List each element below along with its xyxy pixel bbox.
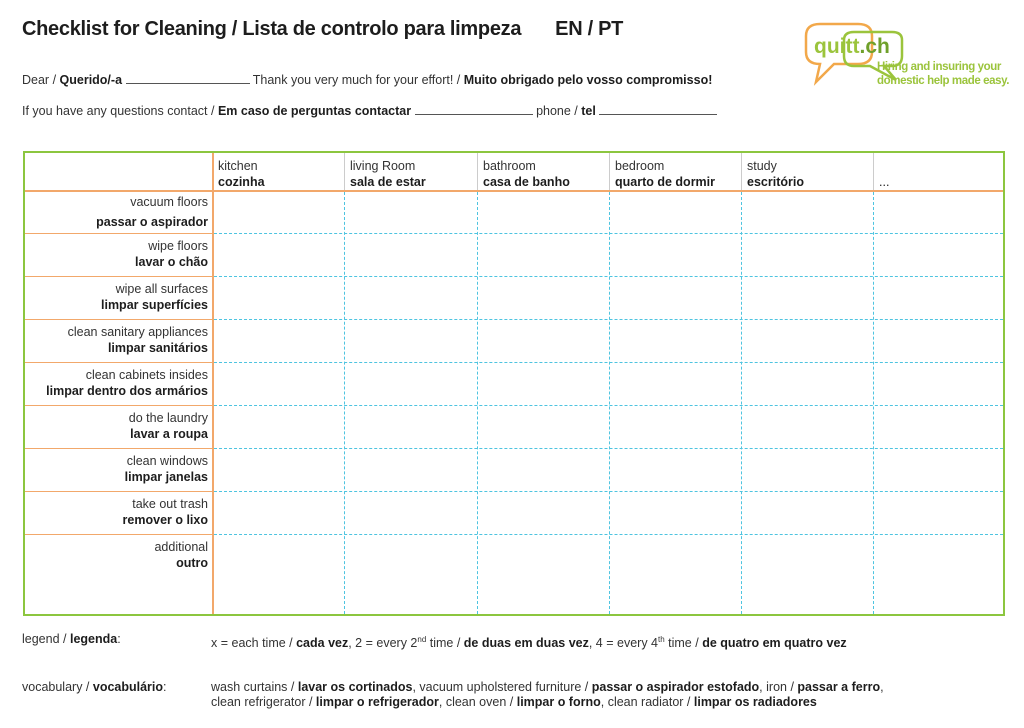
- column-divider: [741, 192, 742, 614]
- checklist-cell[interactable]: [214, 493, 343, 533]
- checklist-cell[interactable]: [346, 407, 476, 447]
- phone-blank-field[interactable]: [599, 104, 717, 115]
- vocab-separator: ,: [438, 695, 446, 709]
- checklist-cell[interactable]: [875, 235, 1002, 275]
- row-label-en: do the laundry: [128, 411, 208, 425]
- vocab-item-pt: limpar o refrigerador: [315, 695, 439, 709]
- vocab-item-en: clean refrigerator /: [211, 695, 316, 709]
- checklist-cell[interactable]: [611, 493, 740, 533]
- checklist-cell[interactable]: [743, 407, 872, 447]
- row-label-pt: remover o lixo: [122, 512, 208, 527]
- row-divider: [214, 491, 1003, 492]
- checklist-cell[interactable]: [479, 407, 608, 447]
- row-label-divider: [25, 319, 212, 320]
- row-divider: [214, 362, 1003, 363]
- row-label-divider: [25, 276, 212, 277]
- column-header: [218, 158, 265, 190]
- column-header-en: bedroom: [615, 159, 665, 173]
- column-divider: [609, 192, 610, 614]
- checklist-cell[interactable]: [611, 536, 740, 613]
- checklist-cell[interactable]: [743, 493, 872, 533]
- dear-label-en: Dear /: [22, 73, 60, 87]
- contact-label-en: If you have any questions contact /: [22, 104, 218, 118]
- checklist-cell[interactable]: [479, 493, 608, 533]
- vocab-item-pt: lavar os cortinados: [297, 680, 413, 694]
- checklist-cell[interactable]: [214, 450, 343, 490]
- checklist-cell[interactable]: [611, 364, 740, 404]
- header-column-divider: [609, 153, 610, 190]
- vocab-item-en: vacuum upholstered furniture /: [419, 680, 592, 694]
- dear-label-pt: Querido/-a: [59, 73, 123, 87]
- checklist-cell[interactable]: [214, 321, 343, 361]
- vocab-separator: ,: [759, 680, 767, 694]
- row-label-en: clean cabinets insides: [85, 368, 208, 382]
- column-divider: [873, 192, 874, 614]
- phone-label-en: phone /: [536, 104, 582, 118]
- contact-blank-field[interactable]: [415, 104, 533, 115]
- thanks-pt: Muito obrigado pelo vosso compromisso!: [463, 73, 713, 87]
- row-label-pt: outro: [176, 555, 208, 570]
- checklist-cell[interactable]: [611, 192, 740, 232]
- row-label: [25, 411, 208, 442]
- checklist-cell[interactable]: [875, 278, 1002, 318]
- checklist-cell[interactable]: [611, 321, 740, 361]
- checklist-cell[interactable]: [214, 536, 343, 613]
- checklist-cell[interactable]: [346, 278, 476, 318]
- vocab-item-en: clean oven /: [445, 695, 517, 709]
- checklist-cell[interactable]: [743, 192, 872, 232]
- row-label-en: wipe floors: [148, 239, 208, 253]
- row-divider: [214, 276, 1003, 277]
- row-label-pt: limpar dentro dos armários: [46, 383, 208, 398]
- column-header-en: kitchen: [218, 159, 258, 173]
- title-text: Checklist for Cleaning / Lista de controlo para limpeza: [22, 18, 522, 40]
- row-label-en: clean sanitary appliances: [67, 325, 208, 339]
- checklist-cell[interactable]: [214, 192, 343, 232]
- column-header-pt: escritório: [747, 175, 804, 189]
- checklist-cell[interactable]: [214, 407, 343, 447]
- language-pair: EN / PT: [555, 18, 624, 40]
- checklist-cell[interactable]: [875, 493, 1002, 533]
- checklist-cell[interactable]: [346, 321, 476, 361]
- checklist-cell[interactable]: [346, 235, 476, 275]
- checklist-cell[interactable]: [479, 321, 608, 361]
- row-divider: [214, 405, 1003, 406]
- checklist-cell[interactable]: [479, 278, 608, 318]
- tagline-line-2: domestic help made easy.: [877, 75, 1010, 87]
- checklist-cell[interactable]: [479, 450, 608, 490]
- row-divider: [214, 233, 1003, 234]
- row-label-en: clean windows: [126, 454, 208, 468]
- column-header-en: bathroom: [483, 159, 536, 173]
- checklist-cell[interactable]: [875, 450, 1002, 490]
- vocab-item-pt: limpar os radiadores: [693, 695, 817, 709]
- dear-line: [22, 73, 712, 87]
- row-label-divider: [25, 405, 212, 406]
- row-label-pt: lavar o chão: [135, 254, 208, 269]
- row-label-divider: [25, 534, 212, 535]
- column-header-pt: quarto de dormir: [615, 175, 716, 189]
- checklist-cell[interactable]: [346, 493, 476, 533]
- checklist-cell[interactable]: [743, 321, 872, 361]
- checklist-cell[interactable]: [875, 407, 1002, 447]
- row-label: [25, 454, 208, 485]
- checklist-cell[interactable]: [743, 364, 872, 404]
- checklist-cell[interactable]: [214, 235, 343, 275]
- checklist-cell[interactable]: [479, 192, 608, 232]
- column-header: [879, 158, 889, 190]
- column-header-en: living Room: [350, 159, 416, 173]
- row-divider: [214, 534, 1003, 535]
- vocab-item-pt: passar o aspirador estofado: [591, 680, 760, 694]
- thanks-en: Thank you very much for your effort! /: [252, 73, 464, 87]
- column-header: [747, 158, 804, 190]
- column-divider: [477, 192, 478, 614]
- checklist-cell[interactable]: [875, 364, 1002, 404]
- column-header-pt: cozinha: [218, 175, 265, 189]
- column-header: [350, 158, 426, 190]
- column-header-en: study: [747, 159, 777, 173]
- phone-label-pt: tel: [581, 104, 596, 118]
- checklist-cell[interactable]: [611, 407, 740, 447]
- page-title: [22, 18, 623, 41]
- row-label-pt: limpar janelas: [124, 469, 208, 484]
- vocab-item-en: wash curtains /: [211, 680, 298, 694]
- column-divider: [344, 192, 345, 614]
- checklist-cell[interactable]: [479, 235, 608, 275]
- column-header-pt: ...: [879, 175, 890, 189]
- vocab-item-en: iron /: [766, 680, 798, 694]
- checklist-cell[interactable]: [743, 450, 872, 490]
- header-column-divider: [344, 153, 345, 190]
- column-header: [483, 158, 570, 190]
- name-blank-field[interactable]: [126, 73, 250, 84]
- checklist-cell[interactable]: [875, 192, 1002, 232]
- row-label: [25, 540, 208, 571]
- row-label: [25, 239, 208, 270]
- logo-wordmark: quitt.ch: [814, 35, 890, 58]
- row-label-divider: [25, 491, 212, 492]
- row-label-divider: [25, 233, 212, 234]
- checklist-cell[interactable]: [743, 235, 872, 275]
- checklist-cell[interactable]: [479, 536, 608, 613]
- vocabulary-label: vocabulary / vocabulário:: [22, 680, 167, 694]
- legend-text: x = each time / cada vez, 2 = every 2nd time / de duas em duas vez, 4 = every 4th time / de quatro em quatro vez: [211, 635, 847, 651]
- checklist-cell[interactable]: [346, 536, 476, 613]
- row-label-pt: limpar sanitários: [107, 340, 208, 355]
- column-header-pt: casa de banho: [483, 175, 570, 189]
- checklist-cell[interactable]: [346, 192, 476, 232]
- checklist-cell[interactable]: [611, 450, 740, 490]
- row-label: [25, 282, 208, 313]
- vocab-separator: ,: [412, 680, 420, 694]
- checklist-cell[interactable]: [611, 235, 740, 275]
- legend-label: legend / legenda:: [22, 632, 121, 646]
- row-label-pt: limpar superfícies: [101, 297, 208, 312]
- logo-tagline: [877, 60, 1009, 88]
- row-divider: [214, 319, 1003, 320]
- column-header-en: [879, 159, 882, 173]
- vocab-separator: ,: [600, 695, 608, 709]
- row-label-en: take out trash: [132, 497, 208, 511]
- row-label-pt: lavar a roupa: [130, 426, 208, 441]
- vocab-separator: ,: [880, 680, 884, 694]
- row-divider: [214, 448, 1003, 449]
- checklist-cell[interactable]: [743, 536, 872, 613]
- row-label-en: wipe all surfaces: [115, 282, 208, 296]
- row-label: [25, 195, 208, 230]
- contact-label-pt: Em caso de perguntas contactar: [217, 104, 412, 118]
- tagline-line-1: Hiring and insuring your: [877, 61, 1001, 73]
- header-column-divider: [873, 153, 874, 190]
- checklist-cell[interactable]: [214, 364, 343, 404]
- vocab-item-en: clean radiator /: [607, 695, 694, 709]
- vocab-item-pt: passar a ferro: [797, 680, 881, 694]
- contact-line: [22, 104, 717, 118]
- checklist-cell[interactable]: [346, 364, 476, 404]
- row-label-en: vacuum floors: [130, 195, 208, 209]
- row-label-en: additional: [154, 540, 208, 554]
- cleaning-checklist-table: [23, 151, 1005, 616]
- header-column-divider: [741, 153, 742, 190]
- row-label-divider: [25, 448, 212, 449]
- row-label: [25, 497, 208, 528]
- row-label-pt: passar o aspirador: [96, 214, 208, 229]
- header-column-divider: [477, 153, 478, 190]
- checklist-cell[interactable]: [214, 278, 343, 318]
- checklist-cell[interactable]: [875, 536, 1002, 613]
- vocabulary-text: [211, 680, 884, 710]
- row-label-divider: [25, 362, 212, 363]
- row-label: [25, 325, 208, 356]
- checklist-cell[interactable]: [346, 450, 476, 490]
- checklist-cell[interactable]: [611, 278, 740, 318]
- vocab-item-pt: limpar o forno: [516, 695, 601, 709]
- checklist-cell[interactable]: [479, 364, 608, 404]
- column-header: [615, 158, 715, 190]
- row-label: [25, 368, 208, 399]
- checklist-cell[interactable]: [743, 278, 872, 318]
- checklist-cell[interactable]: [875, 321, 1002, 361]
- column-header-pt: sala de estar: [350, 175, 426, 189]
